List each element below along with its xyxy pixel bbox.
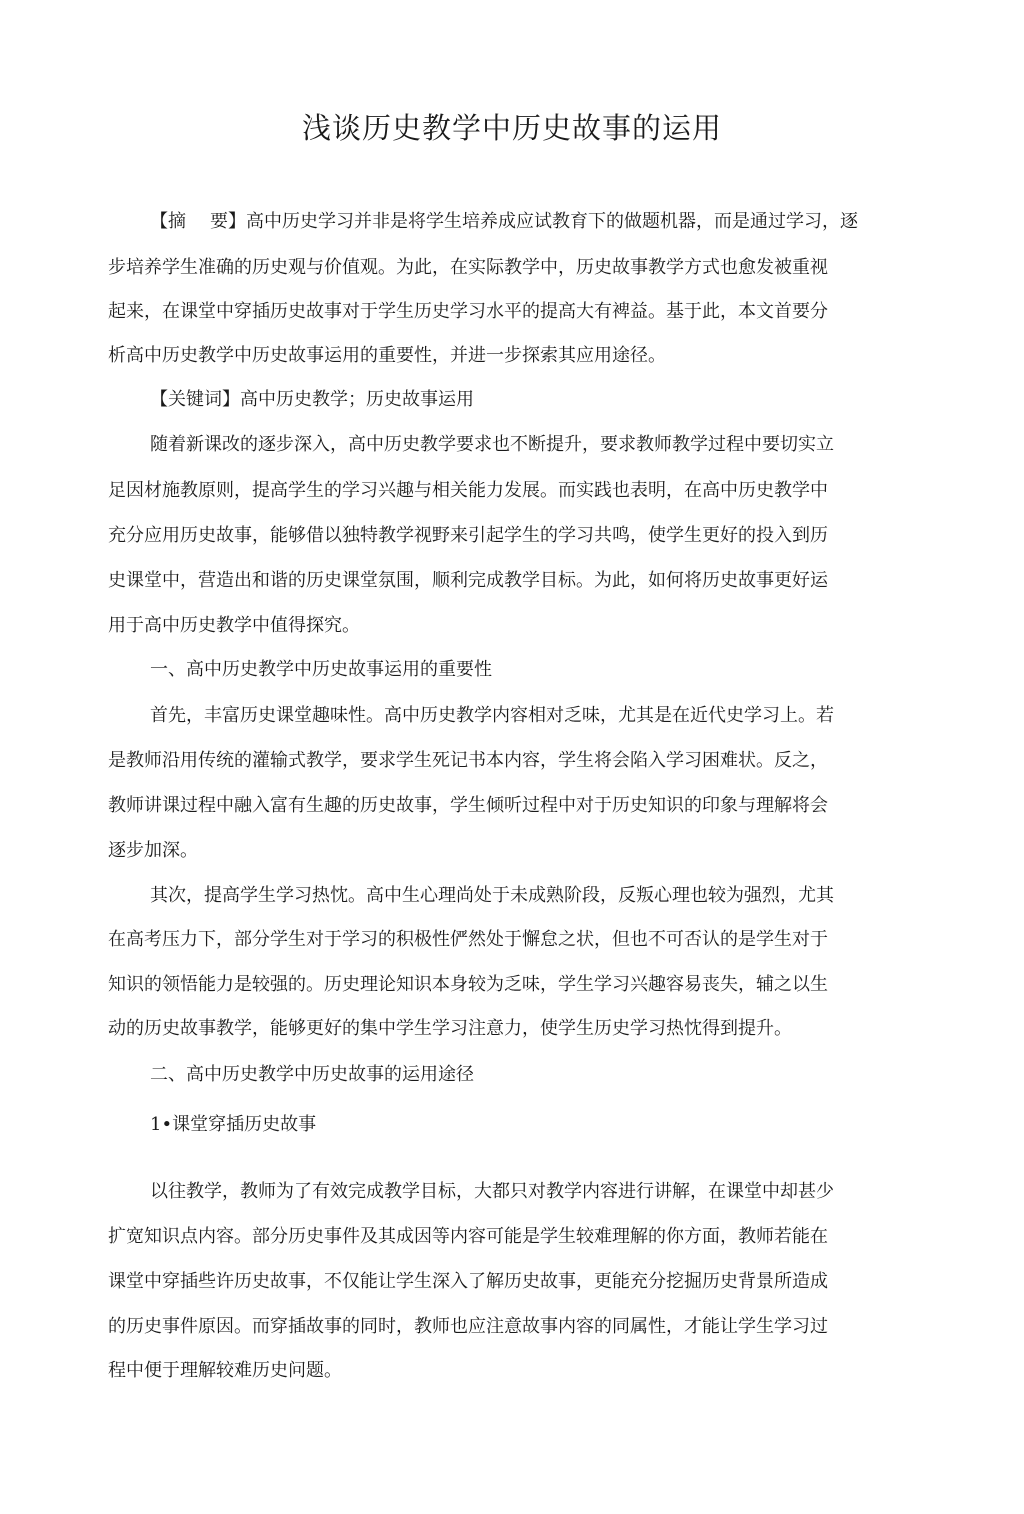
intro-line: 随着新课改的逐步深入，高中历史教学要求也不断提升，要求教师教学过程中要切实立 xyxy=(150,434,834,455)
document-title: 浅谈历史教学中历史故事的运用 xyxy=(301,111,722,145)
paragraph-line: 程中便于理解较难历史问题。 xyxy=(108,1360,342,1381)
abstract-line: 析高中历史教学中历史故事运用的重要性，并进一步探索其应用途径。 xyxy=(108,345,666,366)
abstract-line: 步培养学生准确的历史观与价值观。为此，在实际教学中，历史故事教学方式也愈发被重视 xyxy=(108,257,828,278)
keywords-text: 高中历史教学；历史故事运用 xyxy=(240,389,474,410)
abstract-label-close: 要】 xyxy=(210,211,246,232)
intro-line: 用于高中历史教学中值得探究。 xyxy=(108,615,360,636)
intro-line: 充分应用历史故事，能够借以独特教学视野来引起学生的学习共鸣，使学生更好的投入到历 xyxy=(108,525,828,546)
paragraph-line: 首先，丰富历史课堂趣味性。高中历史教学内容相对乏味，尤其是在近代史学习上。若 xyxy=(150,705,834,726)
section-heading: 一、高中历史教学中历史故事运用的重要性 xyxy=(150,659,492,680)
abstract-line: 起来，在课堂中穿插历史故事对于学生历史学习水平的提高大有裨益。基于此，本文首要分 xyxy=(108,301,828,322)
paragraph-line: 其次，提高学生学习热忱。高中生心理尚处于未成熟阶段，反叛心理也较为强烈，尤其 xyxy=(150,885,834,906)
intro-line: 史课堂中，营造出和谐的历史课堂氛围，顺利完成教学目标。为此，如何将历史故事更好运 xyxy=(108,570,828,591)
paragraph-line: 动的历史故事教学，能够更好的集中学生学习注意力，使学生历史学习热忱得到提升。 xyxy=(108,1018,792,1039)
paragraph-line: 扩宽知识点内容。部分历史事件及其成因等内容可能是学生较难理解的你方面，教师若能在 xyxy=(108,1226,828,1247)
subsection-heading: 1•课堂穿插历史故事 xyxy=(150,1114,317,1135)
abstract-text: 高中历史学习并非是将学生培养成应试教育下的做题机器，而是通过学习，逐 xyxy=(246,211,858,232)
section-heading: 二、高中历史教学中历史故事的运用途径 xyxy=(150,1064,474,1085)
paragraph-line: 教师讲课过程中融入富有生趣的历史故事，学生倾听过程中对于历史知识的印象与理解将会 xyxy=(108,795,828,816)
intro-line: 足因材施教原则，提高学生的学习兴趣与相关能力发展。而实践也表明，在高中历史教学中 xyxy=(108,480,828,501)
abstract-label-open: 【摘 xyxy=(150,211,186,232)
paragraph-line: 课堂中穿插些许历史故事，不仅能让学生深入了解历史故事，更能充分挖掘历史背景所造成 xyxy=(108,1271,828,1292)
abstract-line xyxy=(150,202,962,242)
paragraph-line: 是教师沿用传统的灌输式教学，要求学生死记书本内容，学生将会陷入学习困难状。反之， xyxy=(108,750,828,771)
paragraph-line: 在高考压力下，部分学生对于学习的积极性俨然处于懈怠之状，但也不可否认的是学生对于 xyxy=(108,929,828,950)
keywords-line xyxy=(150,380,962,420)
paragraph-line: 以往教学，教师为了有效完成教学目标，大都只对教学内容进行讲解，在课堂中却甚少 xyxy=(150,1181,834,1202)
keywords-label: 【关键词】 xyxy=(150,389,240,410)
paragraph-line: 逐步加深。 xyxy=(108,840,198,861)
paragraph-line: 的历史事件原因。而穿插故事的同时，教师也应注意故事内容的同属性，才能让学生学习过 xyxy=(108,1316,828,1337)
paragraph-line: 知识的领悟能力是较强的。历史理论知识本身较为乏味，学生学习兴趣容易丧失，辅之以生 xyxy=(108,974,828,995)
